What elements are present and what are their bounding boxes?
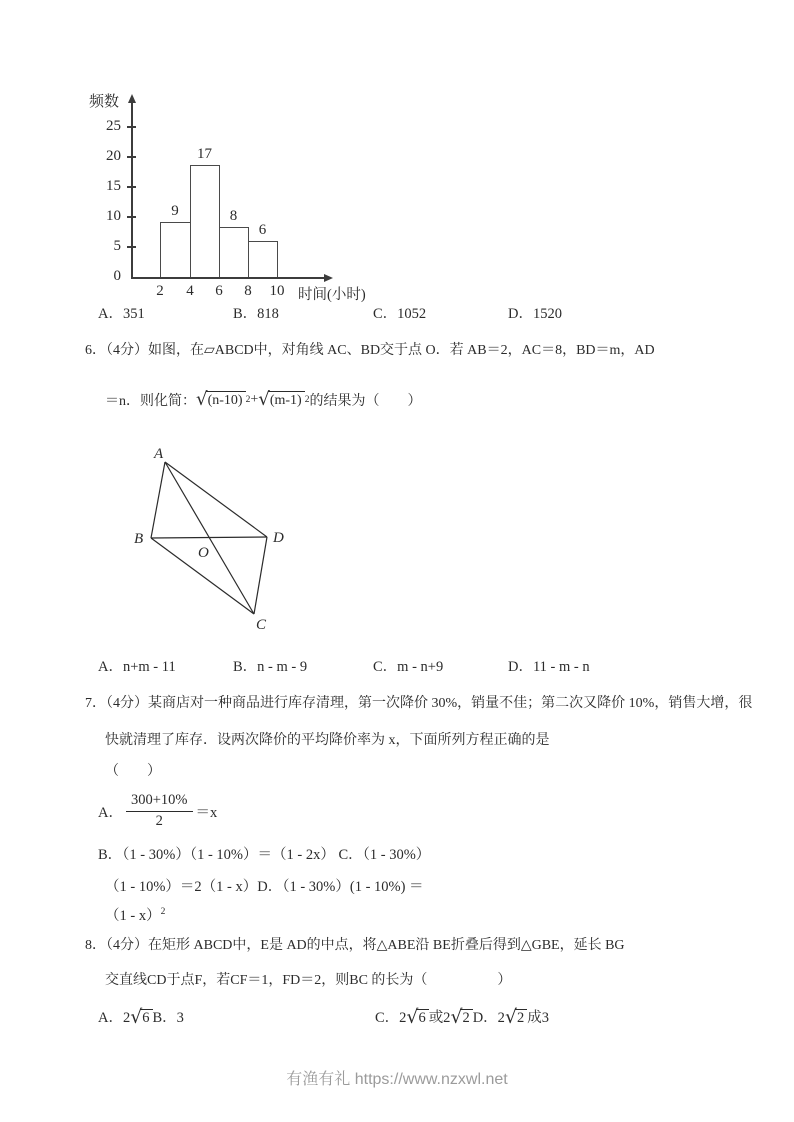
- x-axis-arrow: [324, 274, 333, 282]
- q6-option-c: C．m - n+9: [373, 659, 444, 675]
- side-CD: [254, 537, 267, 614]
- y-axis: [131, 102, 133, 278]
- q7-text-line1: 7．（4分）某商店对一种商品进行库存清理，第一次降价 30%，销量不佳；第二次又降价 10%，销售大增，很: [85, 696, 753, 711]
- q5-option-a: A．351: [98, 306, 145, 322]
- x-tick-label: 4: [186, 283, 194, 299]
- x-tick-label: 8: [244, 283, 252, 299]
- q8-options-cd: C．2√6 或2√2 D．2√2 成3: [375, 1007, 549, 1028]
- fraction: [126, 792, 193, 830]
- bar: [160, 222, 191, 277]
- y-tick-label: 5: [113, 238, 121, 254]
- vertex-label-a: A: [154, 446, 164, 462]
- q8-options-ab: A．2√6 B．3: [98, 1007, 184, 1028]
- q6-option-b: B．n - m - 9: [233, 659, 308, 675]
- sqrt-expression: [258, 388, 304, 410]
- footer-watermark: 有渔有礼 https://www.nzxwl.net: [286, 1071, 508, 1088]
- y-tick: [127, 246, 136, 248]
- q6-text-line1: 6．（4分）如图，在▱ABCD中，对角线 AC、BD交于点 O．若 AB＝2，AC＝8，BD＝m，AD: [85, 343, 655, 358]
- fraction-numerator: 300+10%: [126, 792, 193, 812]
- side-AB: [151, 462, 165, 538]
- sqrt-expression: [406, 1009, 428, 1028]
- radicand: (m-1): [268, 391, 305, 408]
- superscript: 2: [160, 907, 166, 918]
- y-axis-arrow: [128, 94, 136, 103]
- q8-options-row: [98, 1002, 738, 1036]
- radical-sign: √: [450, 1007, 463, 1028]
- bar-value-label: 6: [258, 222, 267, 238]
- radical-sign: √: [258, 388, 270, 410]
- bar: [219, 227, 249, 277]
- sqrt-expression: [450, 1009, 472, 1028]
- radical-sign: √: [130, 1007, 143, 1028]
- y-tick: [127, 126, 136, 128]
- radical-sign: √: [504, 1007, 517, 1028]
- q7-answer-blank: （ ）: [105, 764, 161, 779]
- sqrt-expression: [196, 388, 246, 410]
- x-tick-label: 6: [215, 283, 223, 299]
- x-axis: [131, 277, 325, 279]
- bar: [190, 165, 220, 277]
- q7-option-a-equals: ＝x: [195, 804, 218, 821]
- bar: [248, 241, 278, 277]
- q7-text-line2: 快就清理了库存．设两次降价的平均降价率为 x，下面所列方程正确的是: [105, 733, 550, 748]
- radicand: 6: [416, 1009, 428, 1027]
- q5-option-c: C．1052: [373, 306, 427, 322]
- q6-option-a: A．n+m - 11: [98, 659, 176, 675]
- x-tick-label: 10: [269, 283, 285, 299]
- q7-option-d-continuation: （1 - x）$^2$: [105, 907, 166, 924]
- bar-value-label: 8: [229, 208, 238, 225]
- y-tick: [127, 216, 136, 218]
- y-tick-label: 10: [106, 208, 121, 224]
- parallelogram-diagram: [130, 443, 305, 643]
- x-axis-title: 时间(小时): [298, 287, 366, 303]
- q6-options-row: [98, 655, 718, 676]
- radical-sign: √: [196, 388, 208, 410]
- diagonal-BD: [151, 537, 267, 538]
- x-tick-label: 2: [156, 283, 164, 299]
- bar-value-label: 17: [197, 145, 212, 162]
- sqrt-expression: [505, 1009, 527, 1028]
- q6-formula-line: ＝n．则化简： √(n-10) 2 + √(m-1) 2 的结果为（ ）: [105, 388, 422, 410]
- q8-text-line1: 8．（4分）在矩形 ABCD中，E是 AD的中点，将△ABE沿 BE折叠后得到△GBE，延长 BG: [85, 938, 625, 953]
- y-tick-label: 20: [106, 148, 121, 164]
- q5-option-d: D．1520: [508, 306, 562, 322]
- radical-sign: √: [406, 1007, 419, 1028]
- y-axis-title: 频数: [89, 94, 120, 110]
- radicand: (n-10): [206, 391, 246, 408]
- y-tick-label: 25: [106, 118, 121, 134]
- vertex-label-d: D: [273, 530, 284, 546]
- center-label-o: O: [198, 545, 209, 561]
- radicand: 2: [515, 1009, 527, 1027]
- vertex-label-c: C: [256, 617, 267, 633]
- frequency-histogram: [85, 88, 415, 310]
- q7-options-cd-line: （1 - 10%）＝2（1 - x）D．（1 - 30%）(1 - 10%) ＝: [105, 879, 424, 895]
- radicand: 2: [460, 1009, 472, 1027]
- vertex-label-b: B: [134, 531, 144, 547]
- y-tick-label: 0: [113, 268, 121, 284]
- sqrt-expression: [130, 1009, 152, 1028]
- q5-option-b: B．818: [233, 306, 279, 322]
- q5-options-row: [98, 302, 698, 323]
- fraction-denominator: 2: [155, 813, 163, 829]
- q8-text-line2: 交直线CD于点F，若CF＝1，FD＝2，则BC 的长为（ ）: [105, 973, 512, 988]
- q6-option-d: D．11 - m - n: [508, 659, 590, 675]
- y-tick: [127, 156, 136, 158]
- y-tick: [127, 186, 136, 188]
- q7-options-bc-line: B．（1 - 30%）（1 - 10%）＝（1 - 2x） C．（1 - 30%）: [98, 847, 431, 863]
- q7-option-a: [98, 784, 217, 838]
- q7-option-a-label: A．: [98, 804, 123, 821]
- radicand: 6: [140, 1009, 152, 1027]
- diagram-lines: [151, 462, 267, 614]
- y-tick-label: 15: [106, 178, 121, 194]
- bar-value-label: 9: [171, 202, 179, 219]
- side-AD: [165, 462, 267, 537]
